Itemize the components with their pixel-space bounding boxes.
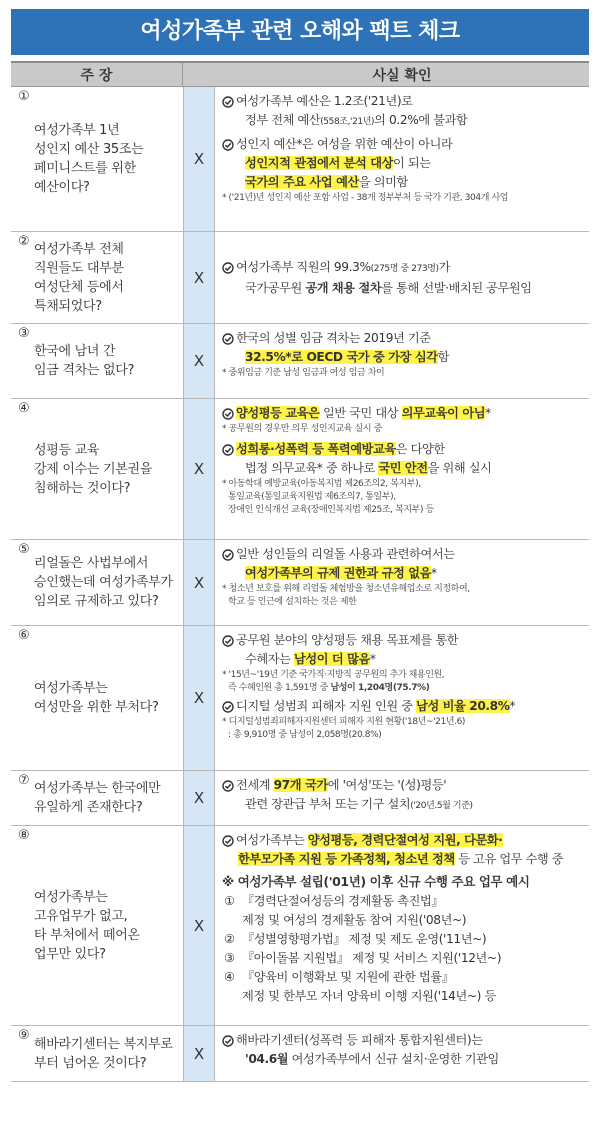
claim-text: 한국에 남녀 간 임금 격차는 없다? — [34, 344, 135, 378]
check-circle-icon — [222, 697, 236, 716]
fact-cell — [215, 324, 589, 398]
fact-line — [236, 697, 585, 716]
bold-text: '04.6월 — [245, 1052, 289, 1066]
fact-item — [222, 631, 585, 669]
claim-number: ④ — [18, 401, 30, 416]
footnote: * 공무원의 경우만 의무 성인지교육 실시 중 — [222, 424, 382, 434]
fact-line — [236, 831, 585, 850]
check-circle-icon — [222, 631, 236, 669]
highlight-text: 성인지적 관점에서 분석 대상 — [245, 156, 394, 170]
fact-line — [236, 258, 532, 279]
example-mark: ③ — [224, 951, 235, 965]
fact-text: 전세계 — [236, 778, 274, 792]
fact-text: 을 위해 실시 — [427, 461, 492, 475]
fact-text: 법정 의무교육* 중 하나로 — [245, 461, 379, 475]
claim-number: ⑧ — [18, 828, 30, 843]
fact-item — [222, 135, 585, 192]
fact-line: 여성가족부 예산은 1.2조('21년)로 — [236, 94, 413, 108]
check-circle-icon — [222, 1031, 236, 1069]
fact-text: 함 — [437, 350, 449, 364]
table-row — [11, 826, 589, 1026]
claim-cell — [11, 1026, 183, 1081]
claim-text: 여성가족부는 여성만을 위한 부처다? — [34, 681, 159, 715]
claim-text: 여성가족부 전체 직원들도 대부분 여성단체 등에서 특채되었다? — [34, 241, 124, 314]
footnote: 통일교육(통일교육지원법 제6조의7, 통일부), — [228, 492, 396, 502]
fact-text: 은 다양한 — [395, 442, 445, 456]
example-text: 『양육비 이행확보 및 지원에 관한 법률』 제정 및 한부모 자녀 양육비 이행 지원('14년~) 등 — [242, 970, 496, 1003]
fact-line — [236, 111, 585, 132]
verdict-mark: X — [183, 87, 215, 231]
fact-text: 여성가족부에서 신규 설치·운영한 기관임 — [288, 1052, 499, 1066]
fact-text: 국가공무원 — [245, 281, 306, 295]
footnote: * ('21년)년 성인지 예산 포함 사업 - 38개 정부부처 등 국가 기관, 304개 사업 — [222, 193, 509, 203]
highlight-text: 남성 비율 20.8% — [416, 699, 510, 713]
bold-text: 공개 채용 절차 — [305, 281, 382, 295]
fact-cell — [215, 626, 589, 770]
fact-cell — [215, 540, 589, 625]
fact-text: 수혜자는 — [245, 652, 294, 666]
fact-line: 성인지 예산*은 여성을 위한 예산이 아니라 — [236, 137, 453, 151]
fact-text: 여성가족부 직원의 99.3% — [236, 260, 371, 274]
check-circle-icon — [222, 440, 236, 478]
footnote: * 디지털성범죄피해자지원센터 피해자 지원 현황('18년~'21년.6) — [222, 717, 466, 727]
fact-cell — [215, 399, 589, 539]
claim-number: ⑦ — [18, 773, 30, 788]
claim-cell — [11, 771, 183, 825]
table-row — [11, 540, 589, 626]
claim-cell — [11, 540, 183, 625]
verdict-mark: X — [183, 540, 215, 625]
footnote-bold: 남성이 1,204명(75.7%) — [330, 683, 430, 693]
fact-item — [222, 329, 585, 367]
fact-cell — [215, 87, 589, 231]
check-circle-icon — [222, 135, 236, 192]
fact-line — [236, 404, 585, 423]
fact-subtext: (275명 중 273명) — [370, 264, 439, 274]
fact-text: 여성가족부는 — [236, 833, 308, 847]
page-title: 여성가족부 관련 오해와 팩트 체크 — [11, 9, 589, 55]
table-row — [11, 1026, 589, 1082]
footnote: : 총 9,910명 중 남성이 2,058명(20.8%) — [228, 730, 382, 740]
claim-text: 여성가족부 1년 성인지 예산 35조는 페미니스트를 위한 예산이다? — [34, 123, 144, 195]
verdict-mark: X — [183, 771, 215, 825]
fact-line — [236, 348, 585, 367]
footnote: 장애인 인식개선 교육(장애인복지법 제25조, 복지부) 등 — [228, 505, 434, 515]
fact-text: 가 — [438, 260, 451, 274]
footnote — [222, 682, 585, 695]
fact-text: * — [509, 699, 516, 713]
fact-subtext: (558조,'21년) — [320, 117, 375, 127]
verdict-mark: X — [183, 399, 215, 539]
footnote: * 아동학대 예방교육(아동복지법 제26조의2, 복지부), — [222, 479, 421, 489]
fact-item — [222, 831, 585, 869]
footnote: * 청소년 보호를 위해 리얼돌 체험방을 청소년유해업소로 지정하여, — [222, 584, 470, 594]
fact-item — [222, 697, 585, 716]
fact-line — [236, 850, 585, 869]
fact-item — [222, 440, 585, 478]
fact-line — [236, 440, 585, 459]
highlight-text: 남성이 더 많음 — [293, 652, 370, 666]
example-mark: ④ — [224, 970, 235, 984]
check-circle-icon — [222, 545, 236, 583]
footnote-text: 즉 수혜인원 총 1,591명 중 — [228, 683, 331, 693]
fact-item — [222, 258, 532, 298]
fact-line: 공무원 분야의 양성평등 채용 목표제를 통한 — [236, 633, 459, 647]
table-row — [11, 324, 589, 399]
fact-line: 한국의 성별 임금 격차는 2019년 기준 — [236, 331, 431, 345]
highlight-text: 의무교육이 아님 — [401, 406, 486, 420]
highlight-text: 양성평등 교육은 — [236, 406, 320, 420]
fact-line — [236, 650, 585, 669]
table-row — [11, 771, 589, 826]
claim-cell — [11, 324, 183, 398]
claim-text: 여성가족부는 한국에만 유일하게 존재한다? — [34, 781, 161, 815]
fact-text: 을 의미함 — [358, 175, 408, 189]
verdict-mark: X — [183, 232, 215, 323]
claim-number: ⑨ — [18, 1028, 30, 1043]
fact-text: 관련 장관급 부처 또는 기구 설치 — [245, 797, 411, 811]
fact-line — [236, 173, 585, 192]
claim-cell — [11, 626, 183, 770]
fact-line — [236, 795, 585, 816]
highlight-text: 32.5%*로 OECD 국가 중 가장 심각 — [245, 350, 438, 364]
claim-text: 성평등 교육 강제 이수는 기본권을 침해하는 것이다? — [34, 442, 152, 496]
footnote: * '15년~'19년 기준 국가직·지방직 공무원의 추가 채용인원, — [222, 670, 445, 680]
fact-cell — [215, 771, 589, 825]
header-verdict-spacer — [183, 63, 215, 86]
claim-cell — [11, 399, 183, 539]
fact-text: 에 '여성'또는 '(성)평등' — [327, 778, 447, 792]
verdict-mark: X — [183, 324, 215, 398]
claim-cell — [11, 87, 183, 231]
fact-line: 일반 성인들의 리얼돌 사용과 관련하여서는 — [236, 547, 455, 561]
fact-item — [222, 776, 585, 816]
check-circle-icon — [222, 92, 236, 132]
fact-line: 해바라기센터(성폭력 등 피해자 통합지원센터)는 — [236, 1033, 483, 1047]
fact-item — [222, 404, 585, 423]
fact-line — [236, 1050, 585, 1069]
example-text: 『경력단절여성등의 경제활동 촉진법』 제정 및 여성의 경제활동 참여 지원('08년~) — [242, 894, 467, 927]
verdict-mark: X — [183, 626, 215, 770]
header-fact: 사실 확인 — [372, 67, 432, 84]
highlight-text: 여성가족부의 규제 권한과 규정 없음 — [245, 566, 431, 580]
examples-title: ※ 여성가족부 설립('01년) 이후 신규 수행 주요 업무 예시 — [222, 874, 530, 889]
table-row — [11, 87, 589, 232]
fact-subtext: ('20년.5월 기준) — [410, 801, 473, 811]
fact-text: 디지털 성범죄 피해자 지원 인원 중 — [236, 699, 417, 713]
highlight-text: 국가의 주요 사업 예산 — [245, 175, 359, 189]
claim-number: ⑥ — [18, 628, 30, 643]
claim-cell — [11, 232, 183, 323]
example-item — [222, 968, 585, 1006]
footnote: * 중위임금 기준 남성 임금과 여성 임금 차이 — [222, 368, 385, 378]
highlight-text: 양성평등, 경력단절여성 지원, 다문화· — [307, 833, 503, 847]
fact-item — [222, 1031, 585, 1069]
claim-number: ③ — [18, 326, 30, 341]
verdict-mark: X — [183, 826, 215, 1025]
table-row — [11, 232, 589, 324]
check-circle-icon — [222, 776, 236, 816]
fact-item — [222, 92, 585, 132]
fact-cell — [215, 826, 589, 1025]
claim-number: ⑤ — [18, 542, 30, 557]
claim-text: 여성가족부는 고유업무가 없고, 타 부처에서 떼어온 업무만 있다? — [34, 889, 140, 962]
fact-line — [236, 459, 585, 478]
fact-text: 를 통해 선발·배치된 공무원임 — [381, 281, 532, 295]
fact-text: * — [369, 652, 376, 666]
check-circle-icon — [222, 404, 236, 423]
fact-text: * — [430, 566, 437, 580]
highlight-text: 97개 국가 — [273, 778, 328, 792]
example-item — [222, 892, 585, 930]
claim-number: ② — [18, 234, 30, 249]
claim-number: ① — [18, 89, 30, 104]
verdict-mark: X — [183, 1026, 215, 1081]
fact-text: 의 0.2%에 불과함 — [374, 113, 468, 127]
check-circle-icon — [222, 831, 236, 869]
factcheck-table — [11, 61, 589, 1082]
example-item — [222, 930, 585, 949]
fact-line — [236, 279, 532, 298]
example-mark: ① — [224, 894, 235, 908]
fact-text: * — [485, 406, 491, 420]
claim-text: 해바라기센터는 복지부로 부터 넘어온 것이다? — [34, 1036, 173, 1071]
claim-text: 리얼돌은 사법부에서 승인했는데 여성가족부가 임의로 규제하고 있다? — [34, 556, 173, 609]
example-item — [222, 949, 585, 968]
table-row — [11, 399, 589, 540]
fact-line — [236, 154, 585, 173]
highlight-text: 한부모가족 지원 등 가족정책, 청소년 정책 — [238, 852, 455, 866]
example-mark: ② — [224, 932, 235, 946]
footnote: 학교 등 인근에 설치하는 것은 제한 — [228, 597, 357, 607]
example-text: 『성별영향평가법』 제정 및 제도 운영('11년~) — [242, 932, 487, 946]
fact-cell — [215, 1026, 589, 1081]
fact-line — [236, 564, 585, 583]
fact-text: 이 되는 — [393, 156, 431, 170]
highlight-text: 성희롱·성폭력 등 폭력예방교육 — [236, 442, 396, 456]
highlight-text: 국민 안전 — [378, 461, 428, 475]
fact-item — [222, 545, 585, 583]
header-claim: 주 장 — [11, 63, 183, 86]
claim-cell — [11, 826, 183, 1025]
check-circle-icon — [222, 329, 236, 367]
fact-text: 정부 전체 예산 — [245, 113, 321, 127]
fact-text: 일반 국민 대상 — [319, 406, 402, 420]
example-text: 『아이돌봄 지원법』 제정 및 서비스 지원('12년~) — [242, 951, 502, 965]
check-circle-icon — [222, 258, 236, 298]
fact-text: 등 고유 업무 수행 중 — [454, 852, 564, 866]
table-header — [11, 63, 589, 87]
fact-line — [236, 776, 585, 795]
fact-cell — [215, 232, 589, 323]
table-row — [11, 626, 589, 771]
